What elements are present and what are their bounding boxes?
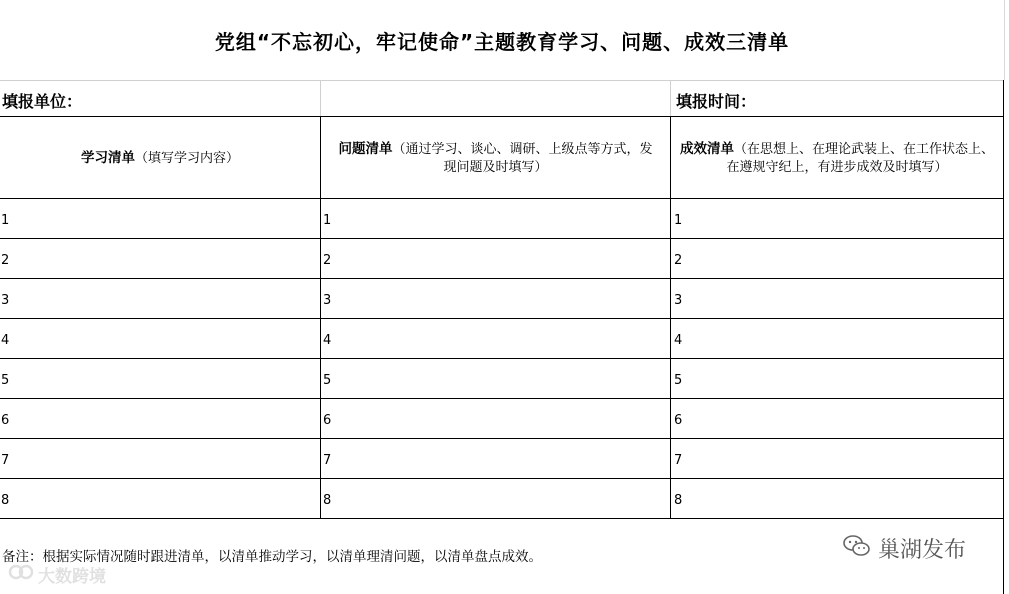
column-divider [320,81,321,117]
row-number: 2 [323,253,332,268]
row-number: 6 [1,413,10,428]
wechat-icon [842,534,872,564]
row-number: 5 [323,373,332,388]
table-bottom-border [0,518,1004,519]
row-number: 8 [1,493,10,508]
fill-time-label: 填报时间： [676,92,757,111]
row-number: 2 [674,253,683,268]
row-border [0,278,1004,279]
row-number: 4 [1,333,10,348]
row-number: 6 [323,413,332,428]
column-header-study [0,117,320,199]
watermark-right-text: 巢湖发布 [878,538,967,563]
column-header-results [671,117,1003,199]
column-note: （通过学习、谈心、调研、上级点等方式，发现问题及时填写） [392,141,653,175]
table-right-border [1003,80,1004,594]
row-number: 1 [1,213,10,228]
row-number: 3 [674,293,683,308]
row-number: 8 [674,493,683,508]
row-number: 8 [323,493,332,508]
row-number: 7 [323,453,332,468]
column-header-problems [321,117,670,199]
document-title: 党组“不忘初心，牢记使命”主题教育学习、问题、成效三清单 [0,0,1005,80]
footnote: 备注：根据实际情况随时跟进清单，以清单推动学习，以清单理清问题，以清单盘点成效。 [2,549,542,565]
column-heading: 成效清单 [679,140,734,157]
row-number: 4 [323,333,332,348]
watermark-left-text: 大数跨境 [38,567,106,587]
row-border [0,238,1004,239]
row-border [0,438,1004,439]
row-border [0,318,1004,319]
row-number: 4 [674,333,683,348]
fill-unit-label: 填报单位： [2,92,83,111]
row-border [0,478,1004,479]
row-number: 2 [1,253,10,268]
column-heading: 学习清单 [80,149,135,166]
row-number: 1 [323,213,332,228]
row-border [0,358,1004,359]
row-number: 1 [674,213,683,228]
watermark-right [842,533,966,564]
row-number: 3 [1,293,10,308]
column-note: （在思想上、在理论武装上、在工作状态上、在遵规守纪上，有进步成效及时填写） [726,141,994,175]
column-note: （填写学习内容） [134,150,239,166]
row-border [0,398,1004,399]
row-number: 3 [323,293,332,308]
row-number: 5 [674,373,683,388]
row-number: 7 [1,453,10,468]
column-divider [670,81,671,117]
column-heading: 问题清单 [338,140,393,157]
row-number: 5 [1,373,10,388]
row-number: 6 [674,413,683,428]
title-divider [0,80,1004,81]
watermark-left [8,562,106,587]
logo-icon [8,562,34,587]
row-number: 7 [674,453,683,468]
